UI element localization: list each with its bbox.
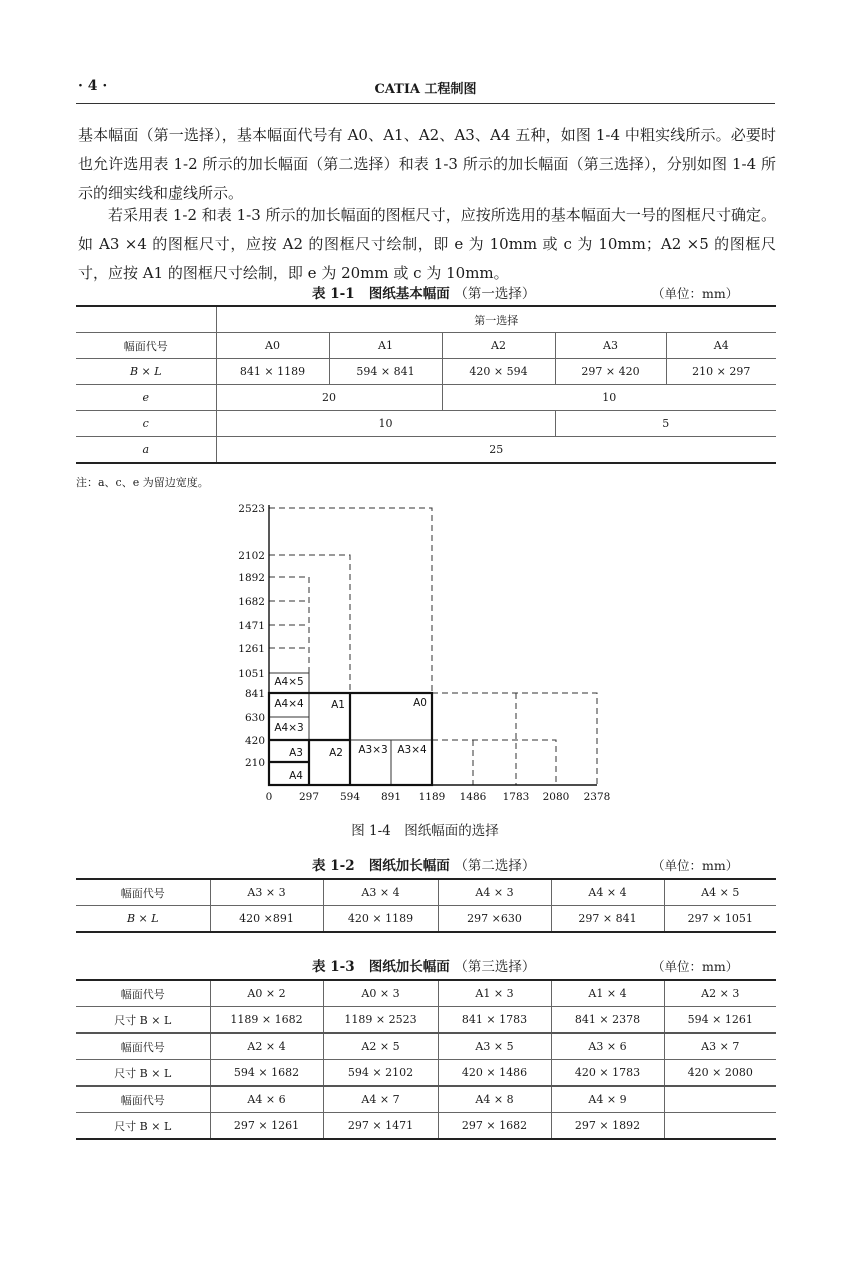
table3-cell xyxy=(664,1113,776,1140)
table3-cell: 420 × 1783 xyxy=(551,1060,664,1087)
table1-cell: A4 xyxy=(666,333,776,359)
y-tick-label: 2102 xyxy=(238,550,265,562)
table3-cell: 297 × 1471 xyxy=(323,1113,438,1140)
table3-cell: A3 × 6 xyxy=(551,1033,664,1060)
format-label: A0 xyxy=(413,697,427,709)
a3x7-outline xyxy=(432,740,556,785)
table2-cell: A3 × 4 xyxy=(323,879,438,906)
table1-cell: 20 xyxy=(216,385,442,411)
x-tick-label: 891 xyxy=(380,791,402,803)
table2-cell: 420 × 1189 xyxy=(323,906,438,933)
table3-cell: 594 × 1682 xyxy=(210,1060,323,1087)
table2-cell: 420 ×891 xyxy=(210,906,323,933)
table3-size-row xyxy=(76,1060,776,1087)
table3-cell: 297 × 1892 xyxy=(551,1113,664,1140)
table2-cell: A4 × 3 xyxy=(438,879,551,906)
format-label: A2 xyxy=(329,747,343,759)
format-label: A3×4 xyxy=(397,744,427,756)
table-1-3 xyxy=(76,979,776,1140)
table1-cell: 10 xyxy=(442,385,776,411)
table3-row-label: 幅面代号 xyxy=(76,1086,210,1113)
table3-cell: 594 × 1261 xyxy=(664,1007,776,1034)
table1-cell: A3 xyxy=(555,333,666,359)
x-tick-labels xyxy=(266,791,611,803)
y-tick-label: 1682 xyxy=(238,596,265,608)
table3-row-label: 幅面代号 xyxy=(76,1033,210,1060)
table1-e-row xyxy=(76,385,776,411)
table1-cell: A1 xyxy=(329,333,442,359)
table1-choice: （第一选择） xyxy=(454,286,536,302)
table3-cell: 594 × 2102 xyxy=(323,1060,438,1087)
running-header xyxy=(76,78,775,102)
x-tick-label: 1783 xyxy=(502,791,530,803)
table1-c-row xyxy=(76,411,776,437)
table2-unit: （单位：mm） xyxy=(652,858,739,873)
table1-cell: 841 × 1189 xyxy=(216,359,329,385)
paper-size-figure xyxy=(230,497,630,809)
paragraph-2: 若采用表 1-2 和表 1-3 所示的加长幅面的图框尺寸，应按所选用的基本幅面大一号的图框尺寸确定。如 A3 ×4 的图框尺寸，应按 A2 的图框尺寸绘制，即 e 为 10mm 或 c 为 10mm；A2 ×5 的图框尺寸，应按 A1 的图框尺寸绘制，即 e 为 20mm 或 c 为 10mm。 xyxy=(78,206,776,282)
x-tick-label: 2080 xyxy=(542,791,570,803)
x-tick-label: 0 xyxy=(265,791,273,803)
table3-cell: 297 × 1261 xyxy=(210,1113,323,1140)
table3-row-label: 尺寸 B × L xyxy=(76,1007,210,1034)
table3-cell: A3 × 7 xyxy=(664,1033,776,1060)
table2-cell: A4 × 4 xyxy=(551,879,664,906)
table1-cell: 594 × 841 xyxy=(329,359,442,385)
table1-cell: A0 xyxy=(216,333,329,359)
table3-cell: A4 × 8 xyxy=(438,1086,551,1113)
table2-cell: A3 × 3 xyxy=(210,879,323,906)
table3-caption xyxy=(312,955,535,975)
table3-cell: A4 × 6 xyxy=(210,1086,323,1113)
table1-row-label: B × L xyxy=(76,359,216,385)
x-tick-label: 1189 xyxy=(418,791,446,803)
table2-cell: 297 ×630 xyxy=(438,906,551,933)
table3-cell: 420 × 2080 xyxy=(664,1060,776,1087)
table3-cell: 420 × 1486 xyxy=(438,1060,551,1087)
table3-cell: A4 × 7 xyxy=(323,1086,438,1113)
table3-size-row xyxy=(76,1113,776,1140)
table2-cell: A4 × 5 xyxy=(664,879,776,906)
table1-cell: 210 × 297 xyxy=(666,359,776,385)
table3-row-label: 尺寸 B × L xyxy=(76,1113,210,1140)
y-tick-label: 630 xyxy=(244,712,265,724)
y-tick-label: 1471 xyxy=(238,620,265,632)
table1-code-row xyxy=(76,333,776,359)
table3-cell: A3 × 5 xyxy=(438,1033,551,1060)
figure-caption: 图 1-4 图纸幅面的选择 xyxy=(351,823,499,839)
book-title: CATIA 工程制图 xyxy=(374,82,477,97)
table3-cell: A2 × 4 xyxy=(210,1033,323,1060)
format-label: A4×4 xyxy=(274,698,304,710)
format-label: A1 xyxy=(331,699,345,711)
table3-cell: 1189 × 2523 xyxy=(323,1007,438,1034)
table1-cell: 5 xyxy=(555,411,776,437)
table3-cell: 1189 × 1682 xyxy=(210,1007,323,1034)
table1-cell: 420 × 594 xyxy=(442,359,555,385)
format-label: A4 xyxy=(289,770,303,782)
y-tick-label: 420 xyxy=(244,735,265,747)
table1-size-row xyxy=(76,359,776,385)
table3-cell: A2 × 5 xyxy=(323,1033,438,1060)
a0x2-outline xyxy=(432,693,597,785)
table3-cell: A0 × 2 xyxy=(210,980,323,1007)
table1-title: 图纸基本幅面 xyxy=(368,286,450,302)
table1-cell: 10 xyxy=(216,411,555,437)
table3-title: 图纸加长幅面 xyxy=(368,959,450,975)
table1-caption xyxy=(312,282,535,302)
page-number: · 4 · xyxy=(78,78,108,94)
table2-cell: 297 × 841 xyxy=(551,906,664,933)
table1-cell: 297 × 420 xyxy=(555,359,666,385)
x-tick-label: 594 xyxy=(339,791,361,803)
format-label: A3 xyxy=(289,747,303,759)
table3-row-label: 尺寸 B × L xyxy=(76,1060,210,1087)
table3-cell: A4 × 9 xyxy=(551,1086,664,1113)
y-tick-labels xyxy=(238,503,265,769)
table2-caption xyxy=(312,854,535,874)
x-tick-label: 2378 xyxy=(583,791,611,803)
table1-row-label: a xyxy=(76,437,216,464)
table2-choice: （第二选择） xyxy=(454,858,536,874)
table2-size-row xyxy=(76,906,776,933)
paragraph-1: 基本幅面（第一选择），基本幅面代号有 A0、A1、A2、A3、A4 五种，如图 1-4 中粗实线所示。必要时也允许选用表 1-2 所示的加长幅面（第二选择）和表 1-3 所示的加长幅面（第三选择），分别如图 1-4 所示的细实线和虚线所示。 xyxy=(78,126,776,202)
table1-cell: A2 xyxy=(442,333,555,359)
table3-unit: （单位：mm） xyxy=(652,959,739,974)
x-tick-label: 1486 xyxy=(459,791,487,803)
table3-cell: A1 × 4 xyxy=(551,980,664,1007)
table1-row-label: c xyxy=(76,411,216,437)
table3-cell: 841 × 1783 xyxy=(438,1007,551,1034)
table3-row-label: 幅面代号 xyxy=(76,980,210,1007)
table3-code-row xyxy=(76,1086,776,1113)
table2-row-label: B × L xyxy=(76,906,210,933)
table3-cell: 297 × 1682 xyxy=(438,1113,551,1140)
format-label: A3×3 xyxy=(358,744,388,756)
table3-cell: A0 × 3 xyxy=(323,980,438,1007)
table3-cell: A2 × 3 xyxy=(664,980,776,1007)
table2-row-label: 幅面代号 xyxy=(76,879,210,906)
table1-group-header-row xyxy=(76,306,776,333)
x-tick-label: 297 xyxy=(298,791,320,803)
table1-row-label: 幅面代号 xyxy=(76,333,216,359)
table3-cell: 841 × 2378 xyxy=(551,1007,664,1034)
table2-code-row xyxy=(76,879,776,906)
table1-a-row xyxy=(76,437,776,464)
table3-choice: （第三选择） xyxy=(454,959,536,975)
table1-note: 注：a、c、e 为留边宽度。 xyxy=(76,476,209,489)
y-tick-label: 210 xyxy=(244,757,265,769)
table1-group-header: 第一选择 xyxy=(216,306,776,333)
table2-number: 表 1-2 xyxy=(312,858,355,874)
table1-unit: （单位：mm） xyxy=(652,286,739,301)
y-tick-label: 2523 xyxy=(238,503,265,515)
y-tick-label: 1051 xyxy=(238,668,265,680)
table3-number: 表 1-3 xyxy=(312,959,355,975)
y-tick-label: 841 xyxy=(244,688,265,700)
table2-title: 图纸加长幅面 xyxy=(368,858,450,874)
table3-size-row xyxy=(76,1007,776,1034)
y-tick-label: 1892 xyxy=(238,572,265,584)
table1-number: 表 1-1 xyxy=(312,286,355,302)
table1-cell: 25 xyxy=(216,437,776,464)
y-tick-label: 1261 xyxy=(238,643,265,655)
table-1-1 xyxy=(76,305,776,464)
header-rule xyxy=(76,103,775,104)
table2-cell: 297 × 1051 xyxy=(664,906,776,933)
table-1-2 xyxy=(76,878,776,933)
table3-cell: A1 × 3 xyxy=(438,980,551,1007)
table3-cell xyxy=(664,1086,776,1113)
format-label: A4×5 xyxy=(274,676,304,688)
format-label: A4×3 xyxy=(274,722,304,734)
table1-row-label: e xyxy=(76,385,216,411)
table1-corner-cell xyxy=(76,306,216,333)
table3-code-row xyxy=(76,980,776,1007)
table3-code-row xyxy=(76,1033,776,1060)
